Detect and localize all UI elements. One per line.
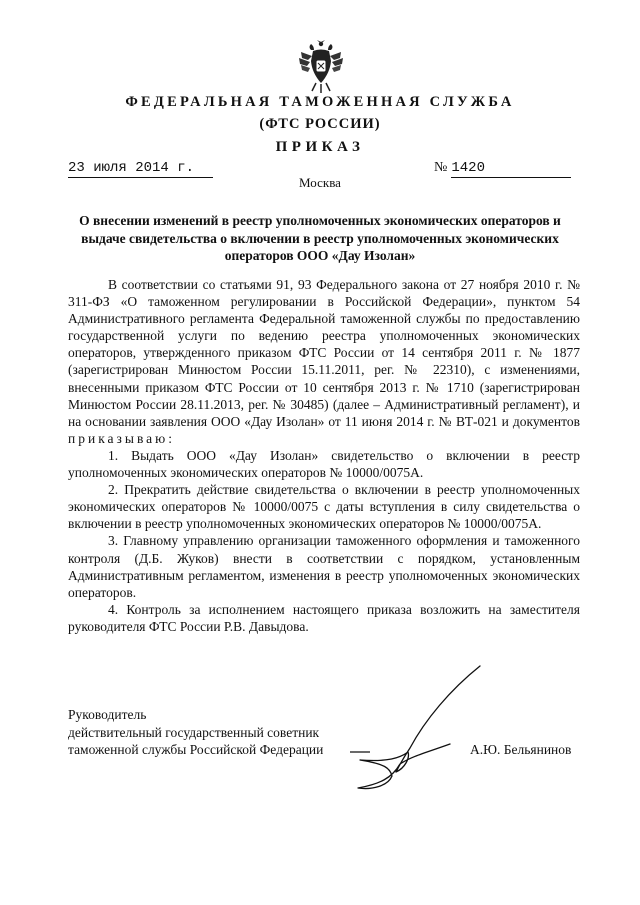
order-item-2: 2. Прекратить действие свидетельства о включении в реестр уполномоченных экономических операторов № 10000/0075 с даты вступления в силу свидетельства о включении в реестр уполномоченных экономических операторов № 10000/0075А. bbox=[68, 482, 580, 532]
order-number-value: 1420 bbox=[451, 160, 571, 178]
signatory-name: А.Ю. Бельянинов bbox=[470, 742, 572, 757]
position-line-2: действительный государственный советник bbox=[68, 724, 320, 740]
order-date: 23 июля 2014 г. bbox=[68, 160, 213, 178]
preamble-text: В соответствии со статьями 91, 93 Федерального закона от 27 ноября 2010 г. № 311-ФЗ «О таможенном регулировании в Российской Федерации», пунктом 54 Административного регламента Федеральной таможенной службы по предоставлению государственной услуги по ведению реестра уполномоченных экономических операторов, утвержденного приказом ФТС России от 14 сентября 2011 г. № 1877 (зарегистрирован Минюстом России 15.11.2011, рег. № 22310), с изменениями, внесенными приказом ФТС России от 10 сентября 2013 г. № 1710 (зарегистрирован Минюстом России 28.11.2013, рег. № 30485) (далее – Административный регламент), и на основании заявления ООО «Дау Изолан» от 11 июня 2014 г. № ВТ-021 и документов bbox=[68, 277, 580, 429]
order-item-4: 4. Контроль за исполнением настоящего приказа возложить на заместителя руководителя ФТС России Р.В. Давыдова. bbox=[68, 601, 580, 634]
russian-eagle-emblem-icon bbox=[296, 38, 346, 94]
signatory-position bbox=[68, 706, 368, 759]
order-item-3: 3. Главному управлению организации таможенного оформления и таможенного контроля (Д.Б. Жуков) внести в соответствии с порядком, установленным Административным регламентом, изменения в реестр уполномоченных экономических операторов. bbox=[68, 533, 580, 600]
order-title: О внесении изменений в реестр уполномоченных экономических операторов и выдаче свидетельства о включении в реестр уполномоченных экономических операторов ООО «Дау Изолан» bbox=[79, 213, 561, 263]
preamble-paragraph bbox=[68, 276, 580, 447]
order-body bbox=[68, 276, 580, 635]
agency-name: ФЕДЕРАЛЬНАЯ ТАМОЖЕННАЯ СЛУЖБА bbox=[125, 94, 515, 110]
handwritten-signature bbox=[330, 660, 490, 800]
agency-abbreviation: (ФТС РОССИИ) bbox=[259, 116, 381, 132]
order-word: приказываю: bbox=[68, 430, 175, 446]
issue-city: Москва bbox=[299, 175, 341, 190]
position-line-1: Руководитель bbox=[68, 707, 147, 722]
document-type: ПРИКАЗ bbox=[275, 139, 365, 155]
position-line-3: таможенной службы Российской Федерации bbox=[68, 742, 324, 757]
number-sign: № bbox=[434, 160, 448, 175]
order-item-1: 1. Выдать ООО «Дау Изолан» свидетельство о включении в реестр уполномоченных экономических операторов № 10000/0075А. bbox=[68, 447, 580, 481]
